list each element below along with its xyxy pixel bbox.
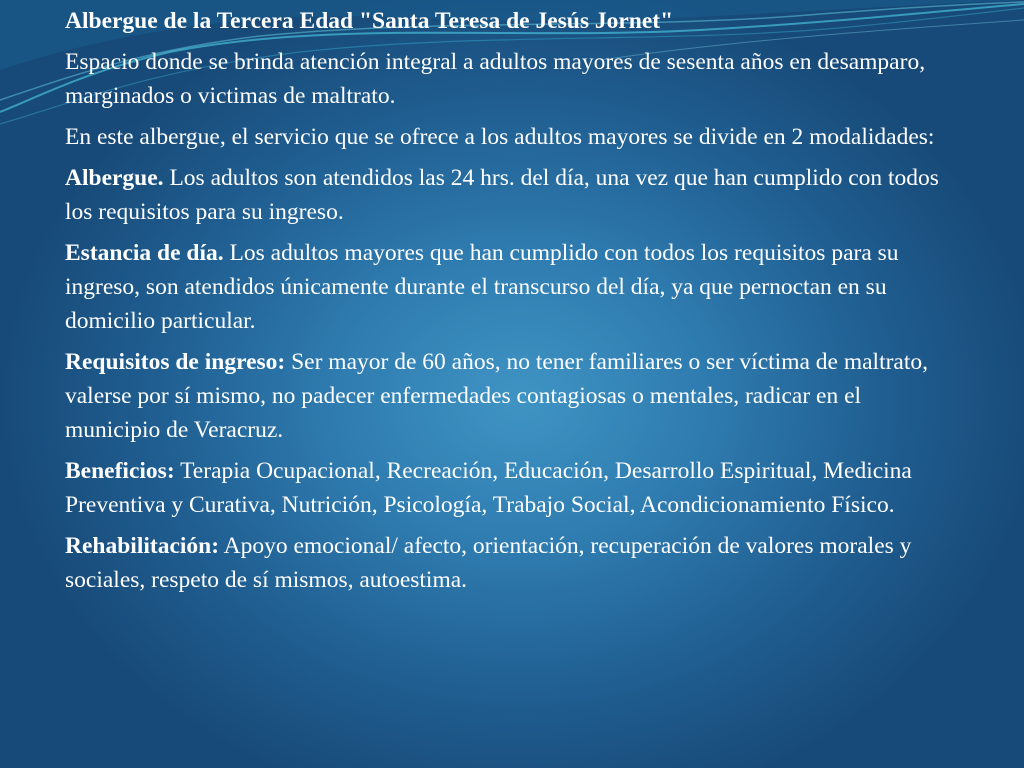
section-text: Los adultos son atendidos las 24 hrs. del día, una vez que han cumplido con todos los requisitos para su ingreso.	[65, 165, 939, 225]
section-estancia	[65, 236, 945, 338]
intro-paragraph: Espacio donde se brinda atención integral a adultos mayores de sesenta años en desamparo, marginados o victimas de maltrato.	[65, 49, 926, 109]
slide-title: Albergue de la Tercera Edad "Santa Teresa de Jesús Jornet"	[65, 8, 674, 34]
section-text: Ser mayor de 60 años, no tener familiares o ser víctima de maltrato, valerse por sí mismo, no padecer enfermedades contagiosas o mentales, radicar en el municipio de Veracruz.	[65, 349, 929, 443]
section-text: Terapia Ocupacional, Recreación, Educación, Desarrollo Espiritual, Medicina Preventiva y Curativa, Nutrición, Psicología, Trabajo Social, Acondicionamiento Físico.	[65, 458, 912, 518]
section-text: Apoyo emocional/ afecto, orientación, recuperación de valores morales y sociales, respeto de sí mismos, autoestima.	[65, 533, 912, 593]
section-heading: Albergue.	[65, 165, 164, 191]
section-heading: Rehabilitación:	[65, 533, 220, 559]
section-heading: Beneficios:	[65, 458, 175, 484]
section-beneficios	[65, 454, 945, 522]
section-heading: Estancia de día.	[65, 240, 224, 266]
section-requisitos	[65, 345, 945, 447]
slide-content	[65, 4, 945, 604]
section-text: Los adultos mayores que han cumplido con todos los requisitos para su ingreso, son atendidos únicamente durante el transcurso del día, ya que pernoctan en su domicilio particular.	[65, 240, 899, 334]
section-rehabilitacion	[65, 529, 945, 597]
section-heading: Requisitos de ingreso:	[65, 349, 286, 375]
modalities-intro: En este albergue, el servicio que se ofrece a los adultos mayores se divide en 2 modalidades:	[65, 124, 935, 150]
section-albergue	[65, 161, 945, 229]
